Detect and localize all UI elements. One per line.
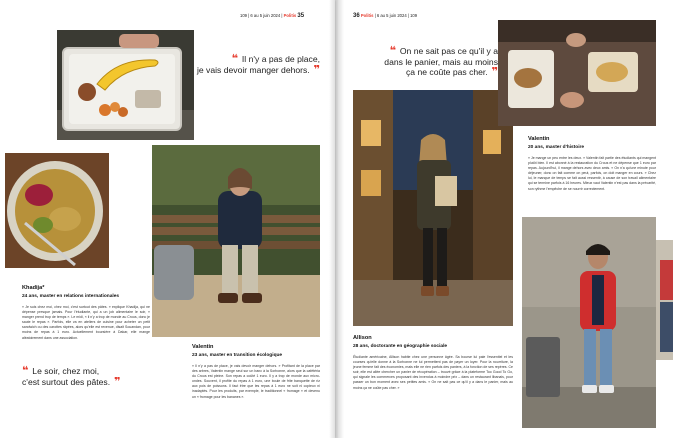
quote-close-mark: ❞ <box>110 374 121 388</box>
quote-open-mark: ❝ <box>22 364 33 377</box>
profile-name-allison: Allison <box>353 335 372 341</box>
quote-line-1: On ne sait pas ce qu'il y a <box>399 46 498 56</box>
magazine-page-left <box>0 0 335 438</box>
issue-info: | 6 au 5 juin 2024 | 109 <box>374 13 418 18</box>
profile-text-valentin-2: « Je mange un peu entre les deux. » Valentin fait partie des étudiants qui mangent plutôt bien. Il est abonné à la restauration du Crous et ne dépense que 1 euro par repas. Aujourd'hui, il mange dehors avec deux amis. « On n'a qu'une minute pour déjeuner, donc on fait comme on peut, parfois, on doit manger en cours. » Chez lui, le manque de temps se fait aussi ressentir, à cause de son travail alimentaire qui se termine parfois à 16 heures. Mieux vaut Valentin n'est pas dans la précarité, son rythme l'empêche de se nourrir correctement. <box>528 156 656 191</box>
quote-line-2: dans le panier, mais au moins <box>384 56 498 67</box>
quote-line-3: ça ne coûte pas cher. <box>406 67 488 78</box>
profile-subtitle-valentin-2: 20 ans, master d'histoire <box>528 145 585 150</box>
brand-name: Politis <box>360 13 374 18</box>
profile-subtitle-valentin: 23 ans, master en transition écologique <box>192 353 283 358</box>
photo-valentin-bench <box>152 145 320 337</box>
quote-line-1: Le soir, chez moi, <box>32 366 100 376</box>
quote-line-1: Il n'y a pas de place, <box>241 54 320 64</box>
profile-name-valentin: Valentin <box>192 344 214 350</box>
street-scene-illustration <box>353 90 513 326</box>
quote-open-mark: ❝ <box>389 44 400 57</box>
pull-quote-top-right <box>368 46 498 78</box>
bench-scene-illustration <box>152 145 320 337</box>
student-illustration <box>522 217 656 428</box>
profile-text-valentin: « Il n'y a pas de place, je vais devoir manger dehors. » Profitant de la place par des arbres, Valentin mange seul sur un banc à la Sorbonne, alors que la cafétéria du Crous est pleine. Son repas a coûté 1 euro. Il y a trop de monde aux micro-ondes. Souvent, il profite du repas à 1 euro, une boule de frite banquette de riz aux pois de poissons. Il faut être que les repas à 1 euro ne soit ni copieux ni inadaptés. Pour les produits, par exemple, le traditionnel « fromage » et devenu un « fromage pour les bananes ». <box>192 364 320 399</box>
quote-open-mark: ❝ <box>231 52 242 65</box>
plate-illustration <box>5 153 109 268</box>
profile-name-khadija: Khadija* <box>22 285 45 291</box>
partial-photo-illustration <box>656 240 673 360</box>
profile-subtitle-khadija: 24 ans, master en relations internationales <box>22 294 120 299</box>
photo-shared-meal <box>498 20 656 126</box>
food-tray-illustration <box>57 30 194 140</box>
quote-line-2: je vais devoir manger dehors. <box>196 64 310 75</box>
page-number: 36 <box>353 13 360 19</box>
meal-illustration <box>498 20 656 126</box>
profile-text-allison: Étudiante américaine, Allison habite chez une personne âgée. Sa bourse lui paie l'essentiel et les courses qu'elle donne à la Sorbonne ne lui permettent pas de payer un loyer. Pour la nourriture, la jeune femme fait des économies, mais elle ne rien parfois des paniers, à la fonction de ses repères. Ce soir, elle est allée chercher un panier de récupération – trouvé grâce à la plateforme Too Good To Go, qui signale les commerces proposant des invendus à moindre prix – dans un restaurant libanais, pour passer un bon moment avec ses petites amis. « On ne sait pas ce qu'il y a dans le panier, mais au moins ça ne coûte pas cher. » <box>353 355 513 390</box>
photo-allison-street <box>353 90 513 326</box>
page-number: 35 <box>297 13 305 19</box>
issue-info: 109 | 6 au 5 juin 2024 | <box>240 13 283 18</box>
pull-quote-bottom-left <box>22 366 152 387</box>
quote-close-mark: ❞ <box>309 62 320 76</box>
page-header-right <box>353 13 417 19</box>
photo-partial-right-edge <box>656 240 673 360</box>
gutter-shadow <box>329 0 335 438</box>
gutter-shadow <box>338 0 344 438</box>
brand-name: Politis <box>283 13 297 18</box>
page-header-left <box>240 13 304 19</box>
profile-text-khadija: « Je suis chez moi, chez moi, c'est surtout des pâtes. » explique Khadija, qui ne dépense presque jamais. Pour l'étudiante, qui a un job alimentaire le soir, « manger prend trop de temps ». Le midi, « il n'y a trop de monde au Crous, donc je saute le repas ». Parfois, elle va en ateliers de cuisine pour acheter un petit sandwich ou des carottes râpées, alors qu'elle est revenue, disait Souandan, pour moins de repas à 1 euro. Actuellement boursière à Dakar, elle mange aléatoirement dans une association. <box>22 305 150 340</box>
quote-close-mark: ❞ <box>487 65 498 79</box>
quote-line-2: c'est surtout des pâtes. <box>22 376 111 387</box>
pull-quote-top-left <box>190 54 320 75</box>
profile-name-valentin-2: Valentin <box>528 136 550 142</box>
photo-student-red-jacket <box>522 217 656 428</box>
photo-food-tray-banana <box>57 30 194 140</box>
magazine-page-right <box>338 0 673 438</box>
photo-plate-salad <box>5 153 109 268</box>
profile-subtitle-allison: 28 ans, doctorante en géographie sociale <box>353 344 448 349</box>
